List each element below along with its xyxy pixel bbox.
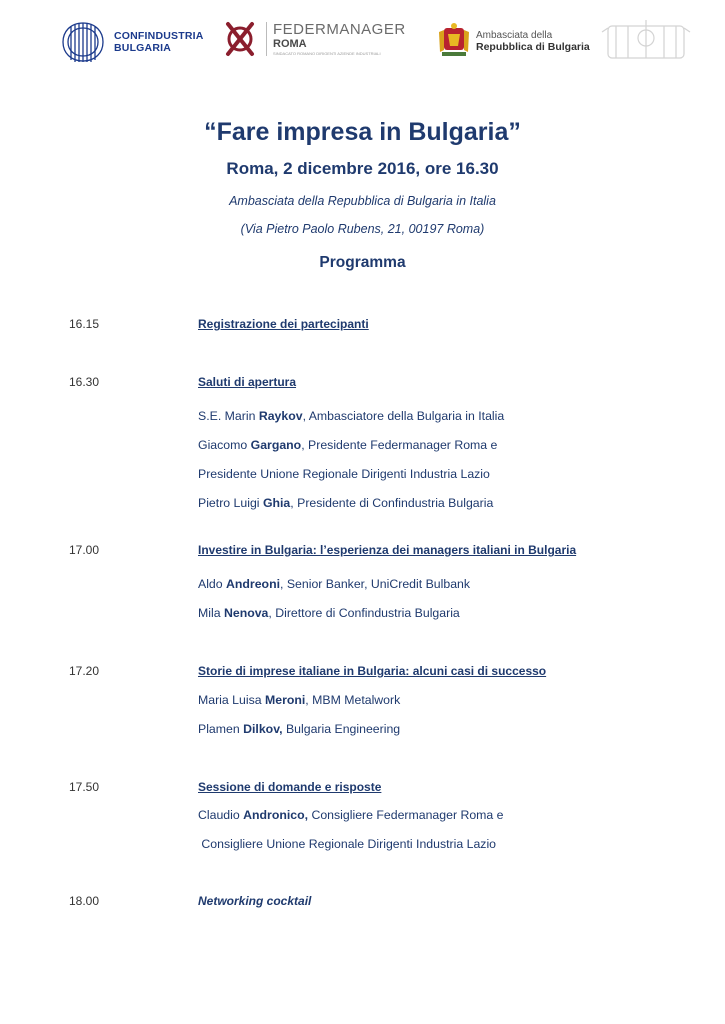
speaker-line: Claudio Andronico, Consigliere Federmanager Roma e: [198, 808, 504, 822]
speaker-line: Aldo Andreoni, Senior Banker, UniCredit Bulbank: [198, 577, 471, 591]
ambasciata-logo: [436, 22, 590, 60]
session-time: 17.00: [69, 543, 100, 557]
venue-address: (Via Pietro Paolo Rubens, 21, 00197 Roma): [240, 222, 485, 236]
session-title: Investire in Bulgaria: l’esperienza dei managers italiani in Bulgaria: [198, 543, 577, 557]
speaker-line: Consigliere Unione Regionale Dirigenti Industria Lazio: [198, 837, 497, 851]
confindustria-emblem-icon: [58, 20, 108, 64]
document-subtitle: Roma, 2 dicembre 2016, ore 16.30: [226, 159, 499, 178]
session-time: 17.20: [69, 664, 100, 678]
confindustria-line2: BULGARIA: [114, 42, 172, 54]
programma-heading: Programma: [319, 254, 406, 271]
federmanager-logo: [222, 18, 406, 60]
speaker-line: Mila Nenova, Direttore di Confindustria Bulgaria: [198, 606, 460, 620]
session-title: Saluti di apertura: [198, 375, 297, 389]
federmanager-name: FEDERMANAGER: [273, 21, 406, 38]
speaker-line: Pietro Luigi Ghia, Presidente di Confindustria Bulgaria: [198, 496, 494, 510]
ambasciata-line1: Ambasciata della: [476, 29, 553, 41]
speaker-line: Presidente Unione Regionale Dirigenti Industria Lazio: [198, 467, 490, 481]
federmanager-emblem-icon: [222, 18, 258, 60]
document-title: “Fare impresa in Bulgaria”: [204, 118, 521, 146]
speaker-line: Giacomo Gargano, Presidente Federmanager Roma e: [198, 438, 498, 452]
speaker-line: Maria Luisa Meroni, MBM Metalwork: [198, 693, 401, 707]
session-title: Networking cocktail: [198, 894, 312, 908]
speaker-line: S.E. Marin Raykov, Ambasciatore della Bulgaria in Italia: [198, 409, 505, 423]
session-title: Storie di imprese italiane in Bulgaria: alcuni casi di successo: [198, 664, 547, 678]
session-time: 18.00: [69, 894, 100, 908]
federmanager-city: ROMA: [273, 38, 307, 50]
speaker-line: Plamen Dilkov, Bulgaria Engineering: [198, 722, 401, 736]
bulgaria-coat-of-arms-icon: [436, 22, 472, 60]
session-time: 16.30: [69, 375, 100, 389]
venue-name: Ambasciata della Repubblica di Bulgaria in Italia: [229, 194, 496, 208]
federmanager-tagline: SINDACATO ROMANO DIRIGENTI AZIENDE INDUSTRIALI: [273, 51, 381, 56]
faded-crest-icon: [598, 16, 694, 64]
session-title: Registrazione dei partecipanti: [198, 317, 369, 331]
confindustria-logo: [58, 20, 204, 64]
faded-crest-logo: [598, 16, 694, 64]
session-title: Sessione di domande e risposte: [198, 780, 382, 794]
ambasciata-line2: Repubblica di Bulgaria: [476, 40, 590, 53]
confindustria-line1: CONFINDUSTRIA: [114, 30, 204, 42]
logo-bar: [0, 14, 725, 84]
session-time: 16.15: [69, 317, 100, 331]
session-time: 17.50: [69, 780, 100, 794]
